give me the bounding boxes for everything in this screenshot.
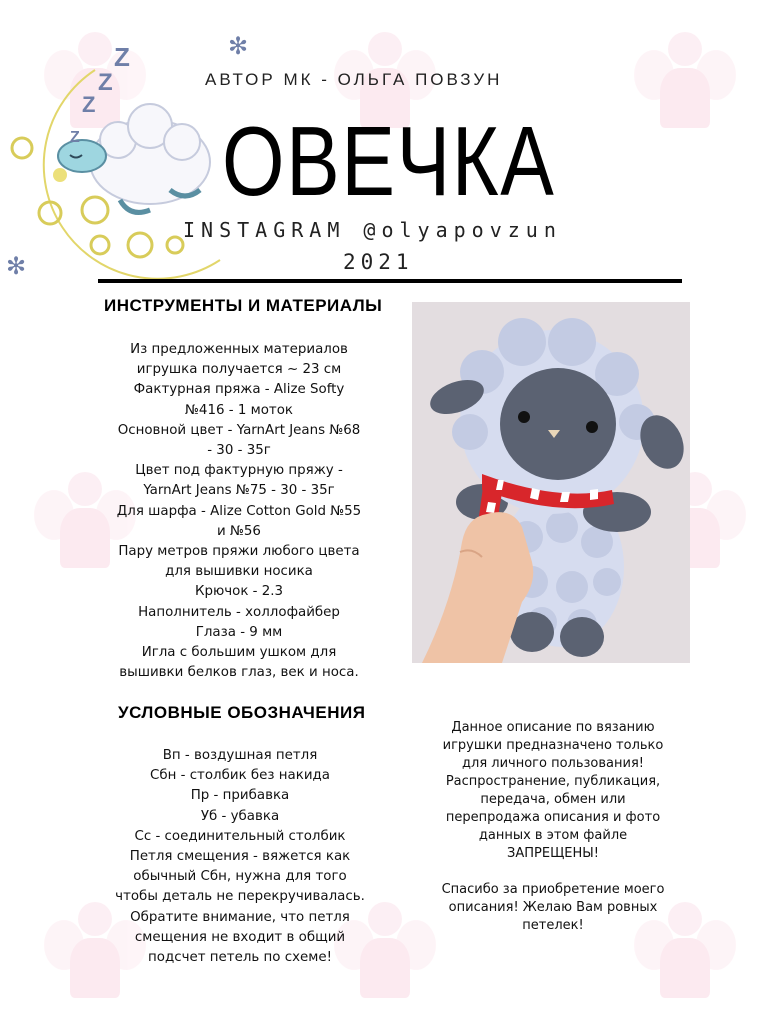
thanks-line: петелек!: [522, 918, 584, 933]
header-divider: [98, 279, 682, 283]
legend-line: смещения не входит в общий: [134, 929, 346, 945]
spacer: [408, 863, 698, 881]
tools-line: Для шарфа - Alize Cotton Gold №55: [116, 503, 362, 519]
tools-line: Пару метров пряжи любого цвета: [118, 544, 360, 560]
notice-line: данных в этом файле: [478, 828, 628, 843]
legend-line: Сс - соединительный столбик: [134, 828, 346, 844]
tools-line: и №56: [217, 523, 261, 539]
legend-line: Вп - воздушная петля: [162, 748, 318, 763]
copyright-notice: [408, 719, 698, 935]
sheep-toy-photo: [412, 302, 690, 663]
legend-line: Уб - убавка: [200, 808, 280, 824]
legend-line: чтобы деталь не перекручивалась.: [115, 889, 365, 905]
thanks-line: Спасибо за приобретение моего: [441, 882, 665, 897]
tools-line: Основной цвет - YarnArt Jeans №68: [117, 422, 361, 438]
tools-line: игрушка получается ~ 23 см: [136, 362, 342, 378]
tools-line: Цвет под фактурную пряжу -: [135, 463, 343, 479]
notice-line: для личного пользования!: [462, 756, 644, 771]
legend-line: Обратите внимание, что петля: [130, 909, 350, 925]
year: 2021: [343, 250, 414, 274]
legend-list: [72, 746, 408, 968]
tools-list: [74, 340, 404, 683]
legend-line: подсчет петель по схеме!: [148, 950, 332, 966]
legend-line: обычный Сбн, нужна для того: [133, 869, 347, 885]
moon-with-sleeping-sheep-icon: [0, 30, 240, 280]
tools-line: - 30 - 35г: [207, 443, 271, 459]
tools-line: Фактурная пряжа - Alize Softy: [133, 382, 345, 398]
legend-line: Сбн - столбик без накида: [149, 768, 330, 784]
notice-line: игрушки предназначено только: [442, 738, 664, 753]
tools-line: для вышивки носика: [165, 564, 313, 580]
background-fairy: [630, 20, 740, 140]
svg-text:Z: Z: [98, 69, 113, 96]
tools-line: Из предложенных материалов: [130, 342, 348, 357]
tools-line: Наполнитель - холлофайбер: [138, 604, 340, 620]
instagram-handle: INSTAGRAM @olyapovzun: [183, 218, 562, 242]
thanks-line: описания! Желаю Вам ровных: [448, 900, 658, 915]
snowflake-icon: ✻: [6, 252, 27, 280]
tools-line: Глаза - 9 мм: [195, 624, 283, 640]
tools-line: вышивки белков глаз, век и носа.: [119, 665, 359, 681]
notice-line: передача, обмен или: [480, 792, 626, 807]
notice-line: Данное описание по вязанию: [451, 720, 655, 735]
page-title: ОВЕЧКА: [222, 106, 556, 216]
tools-line: Крючок - 2.3: [194, 584, 284, 600]
notice-line: Распространение, публикация,: [445, 774, 661, 789]
legend-line: Пр - прибавка: [190, 788, 290, 804]
legend-heading: УСЛОВНЫЕ ОБОЗНАЧЕНИЯ: [118, 703, 366, 722]
notice-line: перепродажа описания и фото: [445, 810, 661, 825]
tools-line: YarnArt Jeans №75 - 30 - 35г: [143, 483, 335, 499]
svg-text:Z: Z: [70, 129, 80, 146]
tools-heading: ИНСТРУМЕНТЫ И МАТЕРИАЛЫ: [104, 296, 383, 315]
svg-text:Z: Z: [82, 92, 96, 117]
tools-line: Игла с большим ушком для: [141, 645, 337, 661]
snowflake-icon: ✻: [228, 32, 249, 60]
author-line: АВТОР МК - ОЛЬГА ПОВЗУН: [205, 70, 503, 89]
legend-line: Петля смещения - вяжется как: [129, 849, 351, 865]
tools-line: №416 - 1 моток: [185, 402, 293, 418]
svg-text:Z: Z: [114, 42, 130, 72]
notice-line: ЗАПРЕЩЕНЫ!: [507, 846, 599, 861]
